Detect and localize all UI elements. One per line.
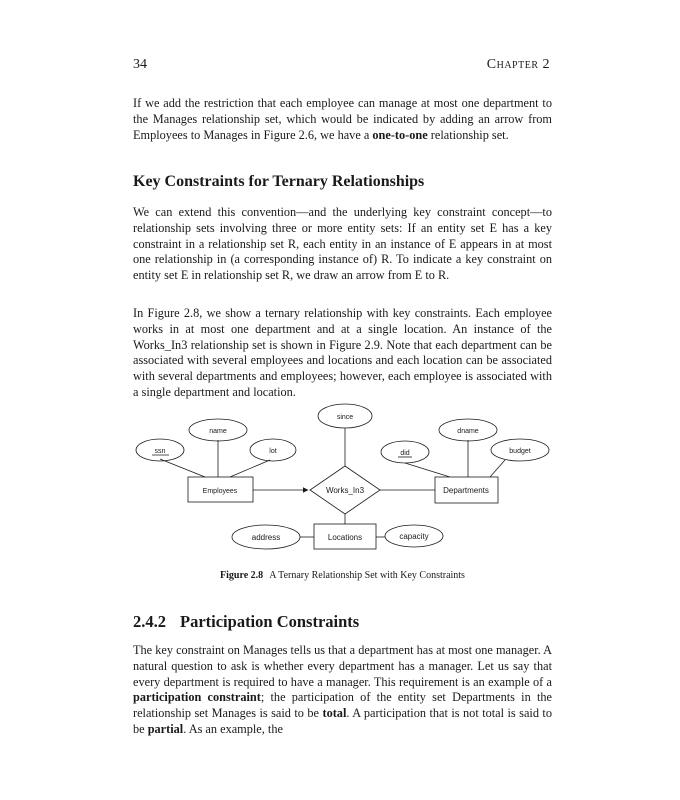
page-number: 34 [133, 57, 147, 72]
figure-caption-text: A Ternary Relationship Set with Key Constraints [269, 570, 465, 581]
term-total: total [322, 706, 347, 721]
paragraph-figure-intro: In Figure 2.8, we show a ternary relationship with key constraints. Each employee works in at most one department and at a single location. An instance of the Works_In3 relationship set is shown in Figure 2.9. Note that each department can be associated with several employees and locations and each location can be associated with several departments and employees; however, each employee is associated with a single department and location. [133, 306, 552, 399]
paragraph-one-to-one: If we add the restriction that each employee can manage at most one department to the Manages relationship set, which would be indicated by adding an arrow from Employees to Manages in Figure 2.6, we have a one-to-one relationship set. [133, 96, 552, 142]
attr-address-label: address [251, 533, 281, 542]
entity-departments-label: Departments [443, 486, 489, 495]
er-diagram [130, 400, 560, 570]
attr-lot-label: lot [269, 448, 277, 455]
page-header [133, 57, 550, 73]
attr-name-label: name [209, 428, 227, 435]
attr-did-label: did [400, 450, 410, 457]
attr-capacity-label: capacity [399, 532, 429, 541]
section-heading-participation [133, 612, 552, 632]
attr-ssn-label: ssn [154, 448, 166, 455]
term-one-to-one: one-to-one [372, 127, 428, 142]
section-number: 2.4.2 [133, 612, 166, 631]
paragraph-ternary-convention: We can extend this convention—and the underlying key constraint concept—to relationship sets involving three or more entity sets: If an entity set E has a key constraint in a relationship set R, each entity in an instance of E appears in at most one relationship in (a corresponding instance of) R. To indicate a key constraint on entity set E in relationship set R, we draw an arrow from E to R. [133, 205, 552, 283]
relationship-label: Works_In3 [325, 486, 365, 495]
entity-locations-label: Locations [327, 533, 363, 542]
chapter-label: Chapter 2 [486, 57, 550, 72]
entity-employees-label: Employees [202, 488, 238, 495]
attr-since-label: since [336, 414, 354, 421]
section-title: Participation Constraints [180, 612, 360, 631]
attr-budget-label: budget [509, 448, 531, 455]
term-participation-constraint: participation constraint [133, 690, 261, 705]
paragraph-participation: The key constraint on Manages tells us that a department has at most one manager. A natural question to ask is whether every department has a manager. Let us say that every department is required to have a manager. This requirement is an example of a participation constraint; the participation of the entity set Departments in the relationship set Manages is said to be total. A participation that is not total is said to be partial. As an example, the [133, 643, 552, 736]
attr-dname-label: dname [457, 428, 479, 435]
term-partial: partial [147, 721, 184, 736]
section-heading-ternary: Key Constraints for Ternary Relationships [133, 173, 425, 190]
figure-caption [133, 570, 552, 581]
figure-label: Figure 2.8 [220, 570, 264, 581]
